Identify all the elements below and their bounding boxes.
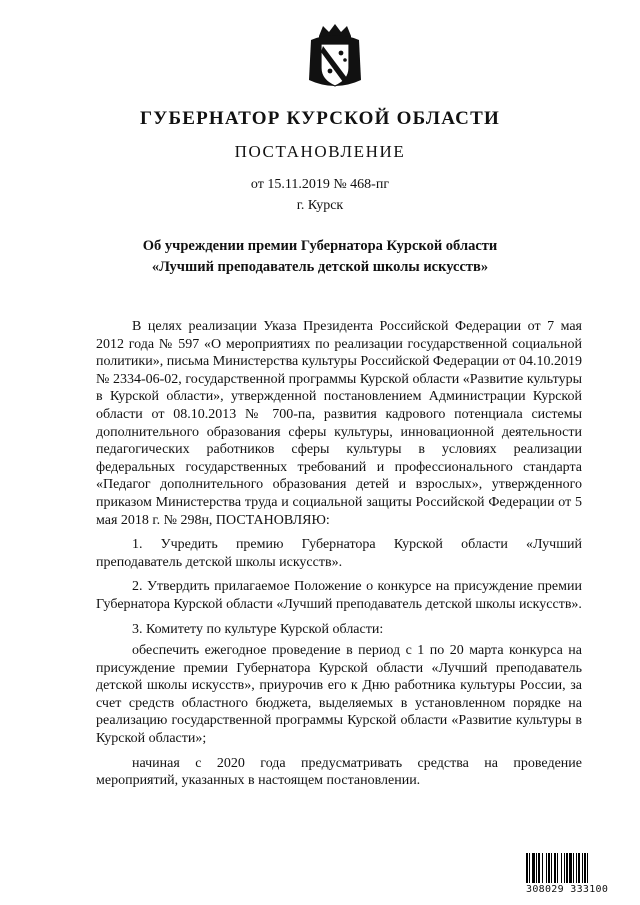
clause-3-item-2: начиная с 2020 года предусматривать средства на проведение мероприятий, указанных в настоящем постановлении.: [96, 755, 582, 789]
document-type: ПОСТАНОВЛЕНИЕ: [234, 142, 406, 161]
authority-heading: ГУБЕРНАТОР КУРСКОЙ ОБЛАСТИ: [140, 108, 500, 129]
clause-2: 2. Утвердить прилагаемое Положение о конкурсе на присуждение премии Губернатора Курской области «Лучший преподаватель детской школы искусств».: [96, 579, 582, 612]
barcode-number: 308029 333100: [526, 884, 609, 895]
barcode-bars: [526, 853, 616, 883]
date-and-number: от 15.11.2019 № 468-пг: [250, 177, 390, 192]
clause-3-item-1: обеспечить ежегодное проведение в период с 1 по 20 марта конкурса на присуждение премии Губернатора Курской области «Лучший преподаватель детской школы искусств», приурочив его к Дню работника культуры России, за счет средств областного бюджета, выделяемых в установленном порядке на реализацию государственной программы Курской области «Развитие культуры в Курской области»;: [96, 643, 582, 747]
preamble-paragraph: В целях реализации Указа Президента Российской Федерации от 7 мая 2012 года № 597 «О мероприятиях по реализации государственной социальной политики», письма Министерства культуры Российской Федерации от 04.10.2019 № 2334-06-02, государственной программы Курской области «Развитие культуры в Курской области», утвержденной постановлением Администрации Курской области от 08.10.2013 № 700-па, развития кадрового потенциала системы дополнительного образования сферы культуры, инновационной деятельности педагогических работников сферы культуры в условиях реализации федеральных государственных требований и профессионального стандарта «Педагог дополнительного образования детей и взрослых», утвержденного приказом Министерства труда и социальной защиты Российской Федерации от 5 мая 2018 г. № 298н, ПОСТАНОВЛЯЮ:: [96, 319, 582, 528]
document-title-line-1: Об учреждении премии Губернатора Курской области: [142, 238, 498, 254]
clause-3: 3. Комитету по культуре Курской области:: [132, 621, 384, 637]
document-body: [96, 318, 582, 797]
city: г. Курск: [296, 198, 344, 213]
document-title-line-2: «Лучший преподаватель детской школы искусств»: [151, 259, 489, 275]
kursk-coat-of-arms-icon: [305, 22, 365, 94]
barcode-stripe: [588, 853, 591, 883]
clause-1: 1. Учредить премию Губернатора Курской области «Лучший преподаватель детской школы искусств».: [96, 537, 582, 570]
barcode: [526, 853, 616, 895]
